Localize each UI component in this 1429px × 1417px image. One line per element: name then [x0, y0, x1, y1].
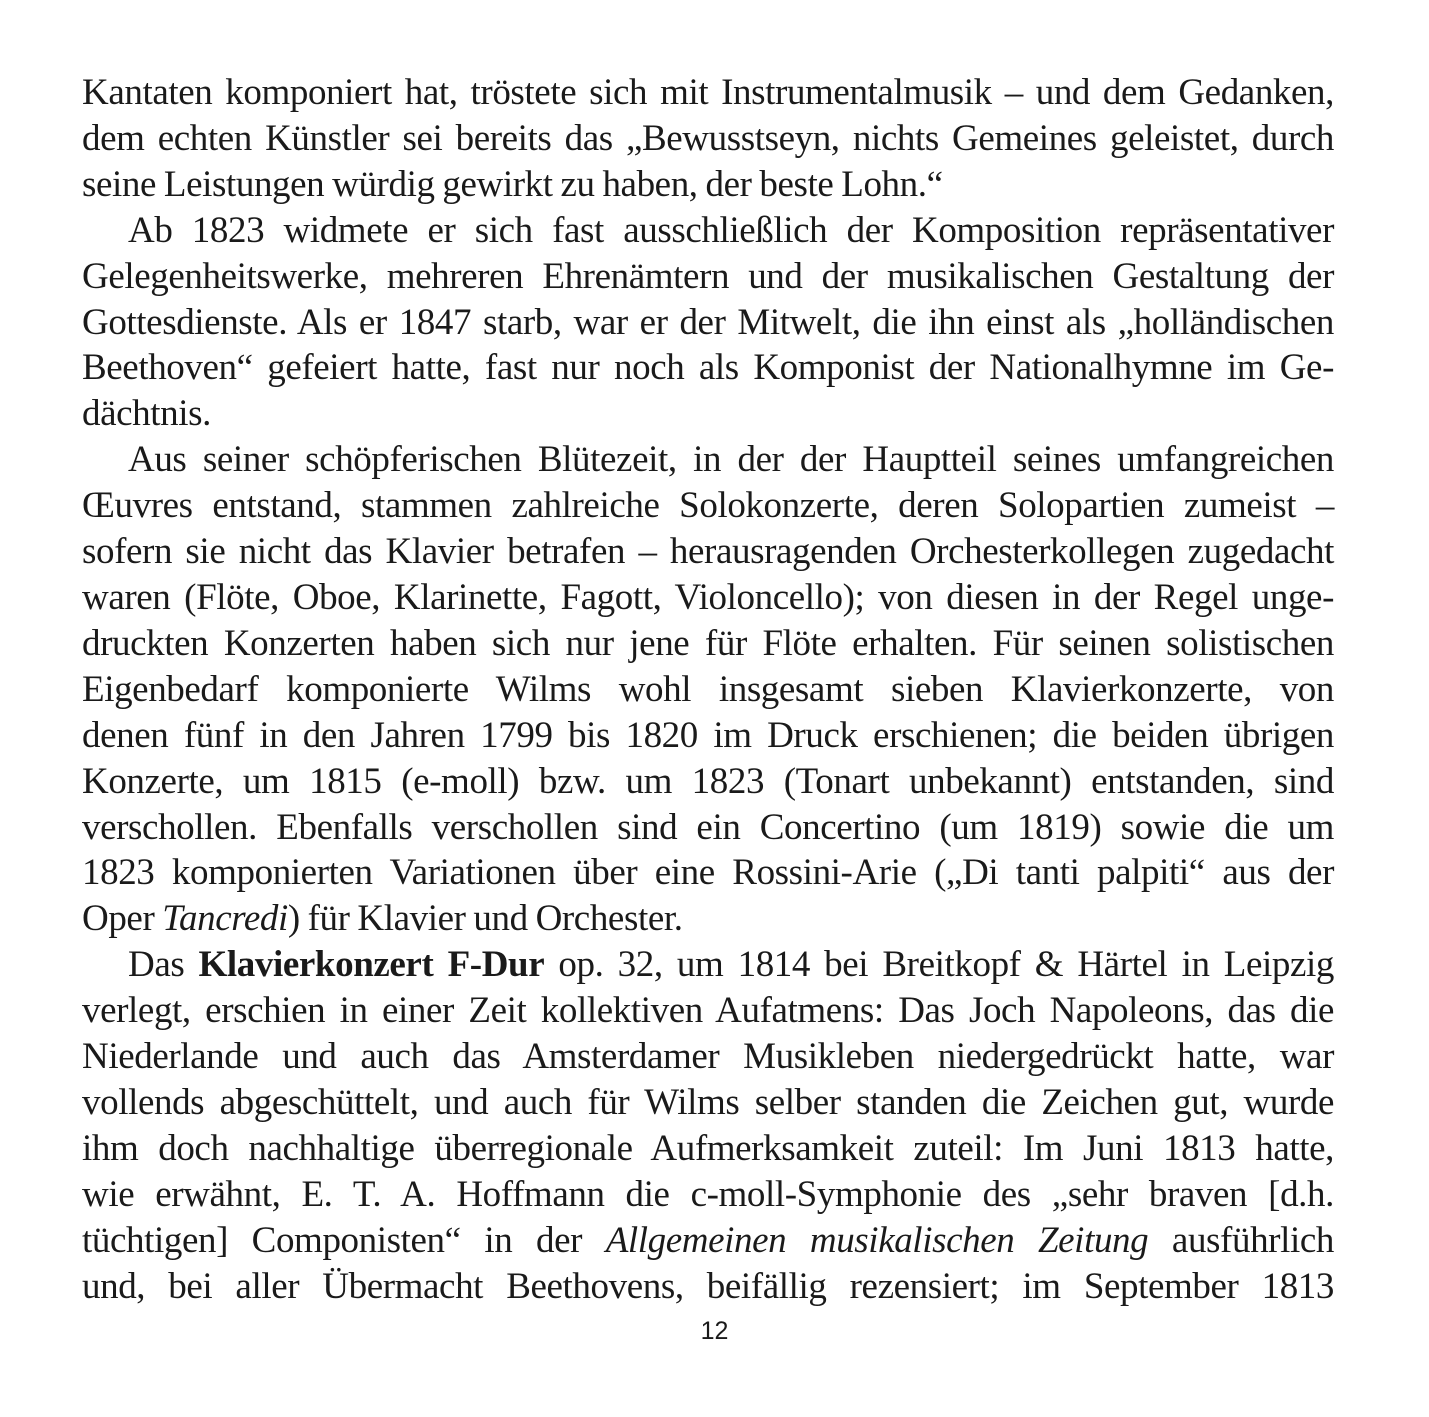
text-line: seine Leistungen würdig gewirkt zu haben, der beste Lohn.“ — [82, 163, 943, 205]
text-run: Oper — [82, 898, 163, 940]
text-run: Das — [128, 944, 199, 986]
text-line: sofern sie nicht das Klavier betrafen – herausragenden Orchesterkollegen zugedacht — [82, 531, 1334, 573]
text-run: ) für Klavier und Orchester. — [287, 898, 683, 940]
text-line: Gottesdienste. Als er 1847 starb, war er der Mitwelt, die ihn einst als „holländischen — [82, 301, 1334, 343]
text-line: dächtnis. — [82, 393, 211, 435]
text-line — [82, 896, 1334, 942]
page-number: 12 — [700, 1317, 729, 1345]
paragraph-4 — [82, 942, 1334, 1309]
text-line: und, bei aller Übermacht Beethovens, beifällig rezensiert; im September 1813 — [82, 1265, 1334, 1307]
text-line: dem echten Künstler sei bereits das „Bewusstseyn, nichts Gemeines geleistet, durch — [82, 117, 1334, 159]
journal-title-italic: Allgemeinen musikalischen Zeitung — [605, 1219, 1149, 1261]
text-line: druckten Konzerten haben sich nur jene für Flöte erhalten. Für seinen solistischen — [82, 622, 1334, 664]
paragraph-1 — [82, 70, 1334, 208]
text-line: 1823 komponierten Variationen über eine Rossini-Arie („Di tanti palpiti“ aus der — [82, 852, 1334, 894]
text-line: Niederlande und auch das Amsterdamer Musikleben niedergedrückt hatte, war — [82, 1036, 1334, 1078]
text-line: vollends abgeschüttelt, und auch für Wilms selber standen die Zeichen gut, wurde — [82, 1081, 1334, 1123]
work-title-bold: Klavierkonzert F-Dur — [198, 944, 545, 986]
text-line — [82, 942, 1334, 988]
text-line: Konzerte, um 1815 (e-moll) bzw. um 1823 (Tonart unbekannt) entstanden, sind — [82, 760, 1334, 802]
text-line: Aus seiner schöpferischen Blütezeit, in der der Hauptteil seines umfangreichen — [128, 439, 1334, 481]
text-line: verschollen. Ebenfalls verschollen sind ein Concertino (um 1819) sowie die um — [82, 806, 1334, 848]
text-line: denen fünf in den Jahren 1799 bis 1820 im Druck erschienen; die beiden übrigen — [82, 714, 1334, 756]
text-line: Gelegenheitswerke, mehreren Ehrenämtern und der musikalischen Gestaltung der — [82, 255, 1334, 297]
text-line: waren (Flöte, Oboe, Klarinette, Fagott, Violoncello); von diesen in der Regel unge- — [82, 576, 1334, 618]
opera-title-italic: Tancredi — [162, 898, 288, 940]
text-line — [82, 1218, 1334, 1264]
text-run: op. 32, um 1814 bei Breitkopf & Härtel in Leipzig — [544, 944, 1334, 986]
text-line: Eigenbedarf komponierte Wilms wohl insgesamt sieben Klavierkonzerte, von — [82, 668, 1334, 710]
text-line: ihm doch nachhaltige überregionale Aufmerksamkeit zuteil: Im Juni 1813 hatte, — [82, 1127, 1334, 1169]
document-body — [82, 70, 1334, 1309]
text-line: verlegt, erschien in einer Zeit kollektiven Aufatmens: Das Joch Napoleons, das die — [82, 990, 1334, 1032]
paragraph-3 — [82, 437, 1334, 942]
text-line: Kantaten komponiert hat, tröstete sich mit Instrumentalmusik – und dem Gedanken, — [82, 72, 1334, 113]
text-line: Œuvres entstand, stammen zahlreiche Solokonzerte, deren Solopartien zumeist – — [82, 485, 1334, 527]
text-line: wie erwähnt, E. T. A. Hoffmann die c-moll-Symphonie des „sehr braven [d.h. — [82, 1173, 1334, 1215]
text-line: Ab 1823 widmete er sich fast ausschließlich der Komposition repräsentativer — [128, 209, 1334, 251]
text-run: ausführlich — [1148, 1219, 1334, 1261]
text-line: Beethoven“ gefeiert hatte, fast nur noch als Komponist der Nationalhymne im Ge- — [82, 347, 1334, 389]
text-run: tüchtigen] Componisten“ in der — [82, 1219, 606, 1261]
paragraph-2 — [82, 208, 1334, 438]
